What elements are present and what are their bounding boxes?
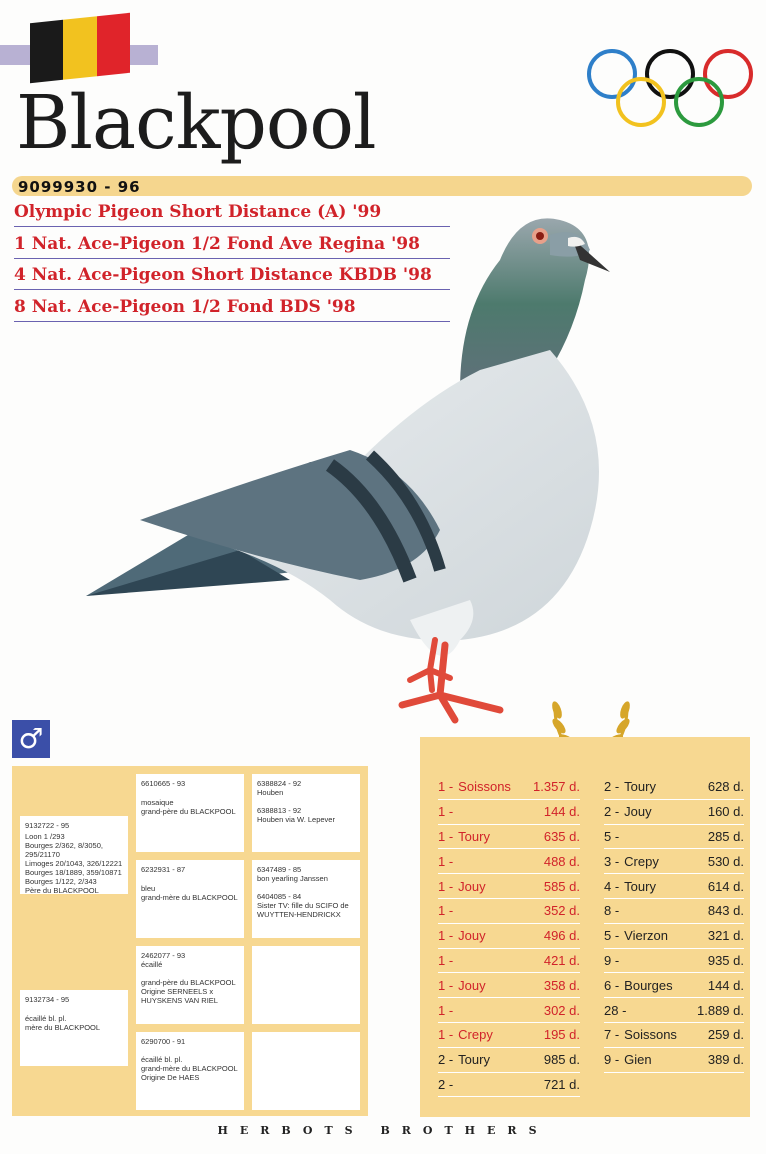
result-position-race: [604, 804, 708, 819]
pedigree-line: WUYTTEN-HENDRICKX: [257, 910, 341, 919]
result-distance: 389 d.: [707, 1052, 744, 1068]
result-row: [438, 973, 580, 998]
result-row: [438, 998, 580, 1023]
male-symbol-icon: ♂: [12, 720, 50, 758]
result-distance: 321 d.: [707, 928, 744, 944]
result-position: 2 -: [604, 804, 620, 820]
result-row: [604, 1048, 744, 1073]
result-position-race: [604, 978, 708, 993]
result-position-race: [604, 903, 708, 918]
pedigree-line: Houben: [257, 788, 284, 797]
pedigree-line: bon yearling Janssen: [257, 874, 328, 883]
result-position: 1 -: [438, 828, 454, 844]
result-row: [438, 924, 580, 949]
pedigree-ring: 6347489 - 85: [257, 865, 302, 874]
result-position: 1 -: [438, 977, 454, 993]
pedigree-line: mère du BLACKPOOL: [25, 1023, 101, 1032]
result-position-race: [438, 1077, 544, 1092]
result-row: [604, 800, 744, 825]
result-row: [604, 899, 744, 924]
result-distance: 843 d.: [707, 903, 744, 919]
result-distance: 1.357 d.: [533, 779, 580, 795]
result-row: [438, 800, 580, 825]
pedigree-card-grandmother-paternal: [136, 860, 244, 938]
result-row: [438, 899, 580, 924]
result-position: 4 -: [604, 878, 620, 894]
result-race: Jouy: [458, 878, 486, 894]
pedigree-ring: 6388824 - 92: [257, 779, 302, 788]
result-position-race: [438, 928, 544, 943]
pedigree-line: bleu: [141, 884, 156, 893]
pedigree-line: écaillé bl. pl.: [141, 1055, 183, 1064]
result-race: Bourges: [624, 977, 673, 993]
result-position: 1 -: [438, 853, 454, 869]
result-position-race: [438, 953, 544, 968]
pedigree-line: Limoges 20/1043, 326/12221: [25, 859, 123, 868]
pedigree-ring: 2462077 - 93: [141, 951, 186, 960]
pedigree-card-empty: [252, 946, 360, 1024]
footer-brand: HERBOTS BROTHERS: [217, 1124, 549, 1137]
pedigree-line: Bourges 1/122, 2/343: [25, 877, 97, 886]
result-position-race: [438, 1052, 544, 1067]
pedigree-card-mother: [20, 990, 128, 1066]
result-position-race: [604, 879, 708, 894]
result-position-race: [604, 953, 708, 968]
result-position-race: [604, 928, 708, 943]
result-position: 1 -: [438, 1002, 454, 1018]
result-row: [604, 924, 744, 949]
result-row: [438, 1023, 580, 1048]
results-left-column: [438, 775, 580, 1097]
result-row: [438, 1048, 580, 1073]
result-position: 3 -: [604, 853, 620, 869]
result-distance: 144 d.: [707, 977, 744, 993]
pedigree-line: Loon 1 /293: [25, 832, 65, 841]
honor-line: 1 Nat. Ace-Pigeon 1/2 Fond Ave Regina '98: [14, 234, 450, 259]
result-race: Crepy: [458, 1027, 493, 1043]
result-position: 5 -: [604, 828, 620, 844]
result-position-race: [604, 779, 708, 794]
pedigree-line: Origine SERNEELS x: [141, 987, 214, 996]
result-race: Toury: [624, 779, 656, 795]
honor-line: Olympic Pigeon Short Distance (A) '99: [14, 202, 450, 227]
result-distance: 721 d.: [543, 1076, 580, 1092]
result-position: 1 -: [438, 1027, 454, 1043]
pedigree-line: écaillé: [141, 960, 163, 969]
pedigree-ring: 6232931 - 87: [141, 865, 186, 874]
pedigree-ring: 9132722 - 95: [25, 821, 70, 830]
result-distance: 935 d.: [707, 952, 744, 968]
flag-stripe-red: [97, 13, 130, 77]
result-distance: 628 d.: [707, 779, 744, 795]
result-position-race: [438, 978, 544, 993]
result-race: Gien: [624, 1052, 652, 1068]
result-distance: 1.889 d.: [697, 1002, 744, 1018]
pedigree-line: Père du BLACKPOOL: [25, 886, 99, 895]
result-position-race: [438, 854, 544, 869]
result-race: Toury: [458, 828, 490, 844]
result-row: [604, 949, 744, 974]
result-position: 1 -: [438, 804, 454, 820]
result-distance: 585 d.: [543, 878, 580, 894]
pedigree-line: [141, 969, 239, 978]
pedigree-line: Bourges 18/1889, 359/10871: [25, 868, 122, 877]
result-distance: 635 d.: [543, 828, 580, 844]
result-position-race: [438, 779, 533, 794]
result-row: [438, 775, 580, 800]
belgian-flag: [30, 13, 130, 84]
pedigree-ring: 6290700 - 91: [141, 1037, 186, 1046]
result-row: [438, 874, 580, 899]
ring-number: 9099930 - 96: [18, 178, 141, 196]
pedigree-line: 6388813 - 92: [257, 806, 302, 815]
pedigree-line: [257, 797, 355, 806]
result-position: 8 -: [604, 903, 620, 919]
result-position-race: [604, 1027, 708, 1042]
result-distance: 985 d.: [543, 1052, 580, 1068]
result-position: 1 -: [438, 779, 454, 795]
pedigree-line: [141, 1046, 239, 1055]
pedigree-card-ggf-1: [252, 774, 360, 852]
result-distance: 530 d.: [707, 853, 744, 869]
result-position-race: [438, 804, 544, 819]
result-position: 2 -: [438, 1052, 454, 1068]
result-position-race: [604, 854, 708, 869]
result-race: Jouy: [458, 977, 486, 993]
pedigree-line: Houben via W. Lepever: [257, 815, 335, 824]
result-row: [604, 849, 744, 874]
honor-line: 8 Nat. Ace-Pigeon 1/2 Fond BDS '98: [14, 297, 450, 322]
result-row: [438, 949, 580, 974]
result-distance: 352 d.: [543, 903, 580, 919]
pedigree-line: grand-père du BLACKPOOL: [141, 807, 236, 816]
pedigree-line: mosaique: [141, 798, 174, 807]
result-position: 1 -: [438, 928, 454, 944]
result-row: [438, 825, 580, 850]
result-position: 2 -: [438, 1076, 454, 1092]
result-row: [604, 998, 744, 1023]
result-distance: 358 d.: [543, 977, 580, 993]
pedigree-line: HUYSKENS VAN RIEL: [141, 996, 218, 1005]
result-race: Jouy: [624, 804, 652, 820]
result-race: Toury: [624, 878, 656, 894]
result-position-race: [438, 903, 544, 918]
result-race: Vierzon: [624, 928, 669, 944]
result-race: Crepy: [624, 853, 659, 869]
result-position: 6 -: [604, 977, 620, 993]
result-position-race: [438, 1027, 544, 1042]
result-row: [438, 1073, 580, 1098]
result-row: [604, 825, 744, 850]
result-race: Soissons: [624, 1027, 677, 1043]
result-row: [438, 849, 580, 874]
result-distance: 259 d.: [707, 1027, 744, 1043]
pedigree-ring: 6610665 - 93: [141, 779, 186, 788]
pedigree-line: Origine De HAES: [141, 1073, 200, 1082]
pedigree-line: grand-père du BLACKPOOL: [141, 978, 236, 987]
result-position-race: [604, 1052, 708, 1067]
pedigree-card-grandfather-paternal: [136, 774, 244, 852]
result-position-race: [604, 1003, 697, 1018]
honor-line: 4 Nat. Ace-Pigeon Short Distance KBDB '98: [14, 265, 450, 290]
result-position: 28 -: [604, 1002, 627, 1018]
result-position-race: [438, 829, 544, 844]
result-position: 9 -: [604, 1052, 620, 1068]
pedigree-line: grand-mère du BLACKPOOL: [141, 1064, 238, 1073]
pedigree-line: 6404085 - 84: [257, 892, 302, 901]
pedigree-line: écaillé bl. pl.: [25, 1014, 67, 1023]
result-position: 9 -: [604, 952, 620, 968]
result-distance: 160 d.: [707, 804, 744, 820]
pedigree-line: 295/21170: [25, 850, 60, 859]
result-position-race: [604, 829, 708, 844]
result-distance: 285 d.: [707, 828, 744, 844]
result-race: Toury: [458, 1052, 490, 1068]
result-row: [604, 1023, 744, 1048]
pedigree-line: Bourges 2/362, 8/3050,: [25, 841, 103, 850]
pedigree-card-grandmother-maternal: [136, 1032, 244, 1110]
result-position: 2 -: [604, 779, 620, 795]
result-distance: 302 d.: [543, 1002, 580, 1018]
result-position: 1 -: [438, 903, 454, 919]
result-distance: 421 d.: [543, 952, 580, 968]
page-title: Blackpool: [16, 80, 376, 166]
result-position: 7 -: [604, 1027, 620, 1043]
result-position: 5 -: [604, 928, 620, 944]
result-row: [604, 775, 744, 800]
result-row: [604, 973, 744, 998]
result-position-race: [438, 1003, 544, 1018]
pedigree-line: Sister TV: fille du SCIFO de: [257, 901, 349, 910]
result-distance: 144 d.: [543, 804, 580, 820]
results-right-column: [604, 775, 744, 1073]
result-race: Jouy: [458, 928, 486, 944]
pigeon-image: [80, 200, 640, 740]
flag-stripe-black: [30, 20, 63, 84]
flag-stripe-yellow: [63, 16, 96, 80]
result-distance: 614 d.: [707, 878, 744, 894]
result-position: 1 -: [438, 952, 454, 968]
pedigree-card-grandfather-maternal: [136, 946, 244, 1024]
result-position-race: [438, 879, 544, 894]
pedigree-card-ggf-2: [252, 860, 360, 938]
result-position: 1 -: [438, 878, 454, 894]
pedigree-card-empty: [252, 1032, 360, 1110]
pedigree-card-father: [20, 816, 128, 894]
pedigree-ring: 9132734 - 95: [25, 995, 70, 1004]
pedigree-line: [257, 883, 355, 892]
result-distance: 488 d.: [543, 853, 580, 869]
result-distance: 496 d.: [543, 928, 580, 944]
olympic-rings-icon: [586, 46, 754, 132]
result-distance: 195 d.: [543, 1027, 580, 1043]
pedigree-line: grand-mère du BLACKPOOL: [141, 893, 238, 902]
result-row: [604, 874, 744, 899]
result-race: Soissons: [458, 779, 511, 795]
